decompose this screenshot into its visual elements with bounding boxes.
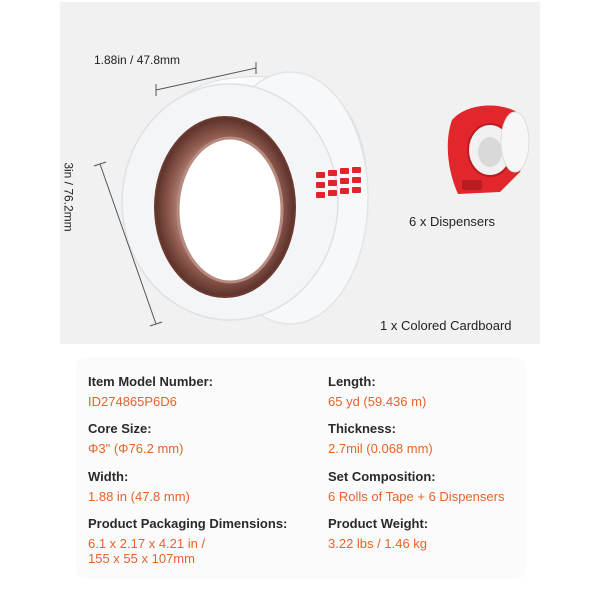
spec-value: 65 yd (59.436 m) — [328, 394, 427, 409]
spec-card — [76, 357, 526, 579]
spec-label: Core Size: — [88, 421, 152, 436]
spec-thickness — [328, 421, 433, 456]
spec-label: Thickness: — [328, 421, 396, 436]
dispensers-caption: 6 x Dispensers — [409, 214, 495, 229]
spec-packaging-dimensions — [88, 516, 287, 566]
spec-value: ID274865P6D6 — [88, 394, 177, 409]
spec-value: Φ3" (Φ76.2 mm) — [88, 441, 184, 456]
spec-label: Item Model Number: — [88, 374, 213, 389]
diameter-dimension-label: 3in / 76.2mm — [61, 162, 76, 232]
spec-core-size — [88, 421, 183, 456]
cardboard-caption: 1 x Colored Cardboard — [380, 318, 512, 333]
spec-value: 1.88 in (47.8 mm) — [88, 489, 190, 504]
spec-item-model — [88, 374, 213, 409]
spec-value-line: 6.1 x 2.17 x 4.21 in / — [88, 536, 206, 551]
spec-value: 3.22 lbs / 1.46 kg — [328, 536, 428, 551]
spec-label: Width: — [88, 469, 129, 484]
spec-width — [88, 469, 190, 504]
spec-weight — [328, 516, 428, 551]
tape-core-inner — [178, 138, 282, 282]
spec-length — [328, 374, 426, 409]
spec-label: Set Composition: — [328, 469, 436, 484]
dispenser-illustration — [448, 105, 529, 194]
spec-label: Product Weight: — [328, 516, 429, 531]
spec-value: 2.7mil (0.068 mm) — [328, 441, 433, 456]
spec-value: 6 Rolls of Tape + 6 Dispensers — [328, 489, 505, 504]
spec-value — [88, 536, 287, 566]
spec-label: Length: — [328, 374, 376, 389]
spec-set-composition — [328, 469, 504, 504]
spec-label: Product Packaging Dimensions: — [88, 516, 288, 531]
width-dimension-label: 1.88in / 47.8mm — [94, 53, 181, 67]
spec-value-line: 155 x 55 x 107mm — [88, 551, 195, 566]
